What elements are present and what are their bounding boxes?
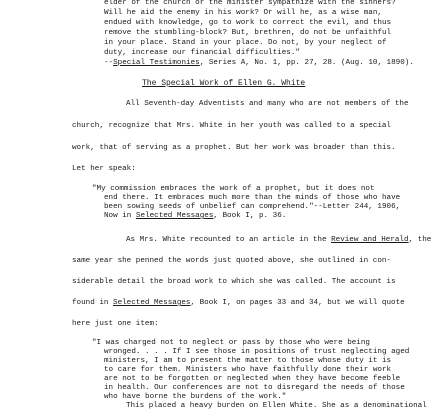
quote3-line: are not to be forgotten or neglected when they have become feeble bbox=[104, 375, 401, 383]
quote3-line: to care for them. Ministers who have faithfully done their work bbox=[104, 366, 392, 374]
body-line: same year she penned the words just quoted above, she outlined in con- bbox=[72, 257, 391, 265]
quote3-line: ministers, I am to present the matter to those whose duty it is bbox=[104, 357, 392, 365]
section-heading: The Special Work of Ellen G. White bbox=[142, 79, 306, 88]
body-line: Let her speak: bbox=[72, 165, 136, 173]
body-line: This placed a heavy burden on Ellen White. She as a denominational bbox=[126, 402, 427, 410]
body-line: work, that of serving as a prophet. But her work was broader than this. bbox=[72, 144, 396, 152]
quote1-line: in your place. Stand in your place. Do not, by your neglect of bbox=[104, 39, 387, 47]
body-line: As Mrs. White recounted to an article in the Review and Herald, the bbox=[126, 236, 431, 244]
body-line: All Seventh-day Adventists and many who are not members of the bbox=[126, 100, 409, 108]
quote3-line: wronged. . . . If I see those in positions of trust neglecting aged bbox=[104, 348, 410, 356]
body-line: found in Selected Messages, Book I, on pages 33 and 34, but we will quote bbox=[72, 299, 405, 307]
quote1-line: elder of the church or the minister sympathize with the sinners? bbox=[104, 0, 396, 7]
quote2-line: end there. It embraces much more than the minds of those who have bbox=[104, 194, 401, 202]
quote1-line: duty, increase our financial difficulties." bbox=[104, 49, 300, 57]
quote3-line: in health. Our conferences are not to disregard the needs of those bbox=[104, 384, 405, 392]
body-line: here just one item: bbox=[72, 320, 159, 328]
quote1-line: endued with knowledge, go to work to correct the evil, and thus bbox=[104, 19, 392, 27]
citation-special-testimonies: --Special Testimonies, Series A, No. 1, pp. 27, 28. (Aug. 10, 1890). bbox=[104, 59, 414, 67]
quote2-line: "My commission embraces the work of a prophet, but it does not bbox=[92, 185, 375, 193]
quote2-line: been sowing seeds of unbelief can comprehend."--Letter 244, 1906, bbox=[104, 203, 401, 211]
quote1-line: Will he aid the enemy in his work? Or will he, as a wise man, bbox=[104, 9, 382, 17]
quote2-line: Now in Selected Messages, Book I, p. 36. bbox=[104, 212, 287, 220]
quote3-line: who have borne the burdens of the work." bbox=[104, 393, 287, 401]
quote1-line: remove the stumbling-block? But, brethren, do not be unfaithful bbox=[104, 29, 392, 37]
body-line: siderable detail the broad work to which she was called. The account is bbox=[72, 278, 396, 286]
body-line: church, recognize that Mrs. White in her youth was called to a special bbox=[72, 122, 391, 130]
quote3-line: "I was charged not to neglect or pass by those who were being bbox=[92, 339, 370, 347]
